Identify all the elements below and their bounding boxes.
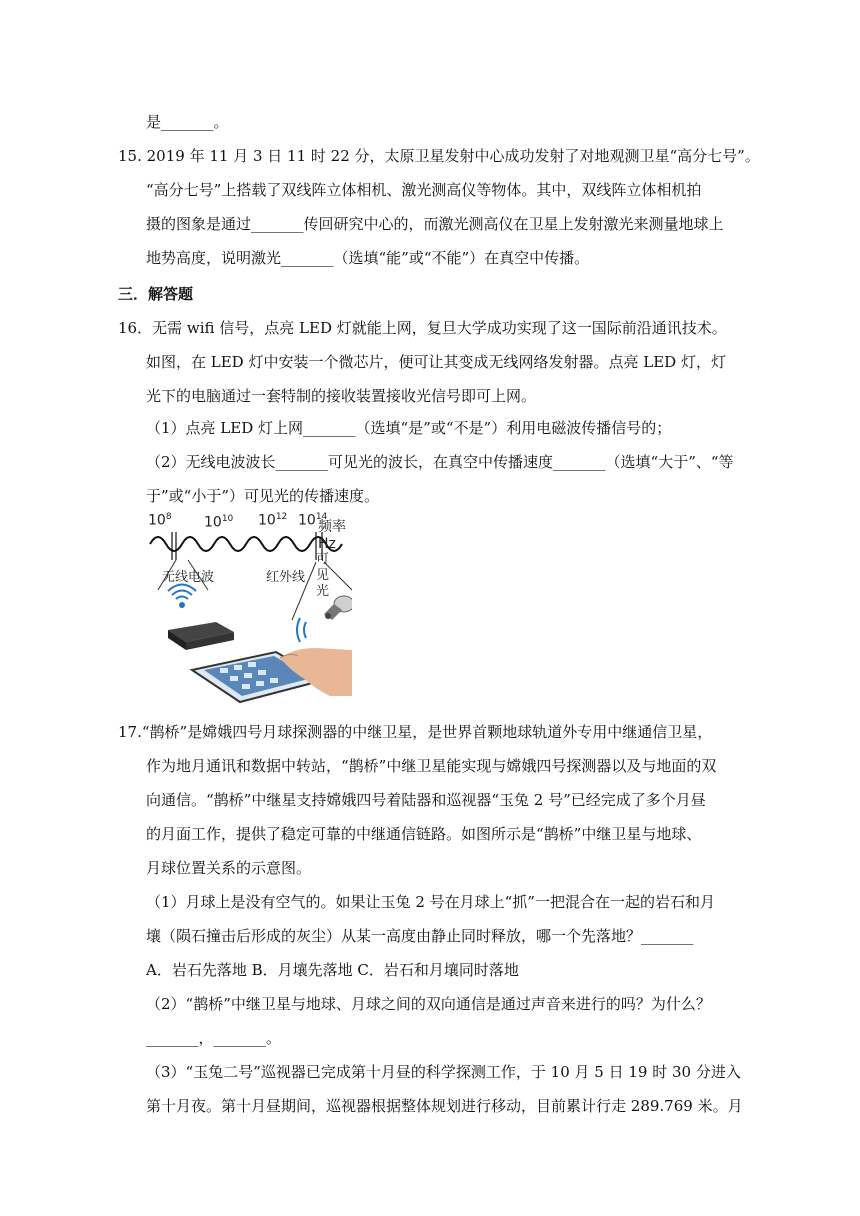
- freq-label-1e10: $10^{10}$: [204, 514, 234, 531]
- text-line: 向通信。“鹊桥”中继星支持嫦娥四号着陆器和巡视器“玉兔 2 号”已经完成了多个月昼: [146, 791, 706, 809]
- text-line: （1）点亮 LED 灯上网_______（选填“是”或“不是”）利用电磁波传播信号的；: [146, 419, 672, 437]
- text-line: （2）“鹊桥”中继卫星与地球、月球之间的双向通信是通过声音来进行的吗？为什么？: [146, 995, 711, 1013]
- radio-wave-label: 无线电波: [162, 570, 215, 585]
- text-line: （1）月球上是没有空气的。如果让玉兔 2 号在月球上“抓”一把混合在一起的岩石和月: [146, 893, 715, 911]
- text-line: A．岩石先落地 B．月壤先落地 C．岩石和月壤同时落地: [146, 961, 519, 979]
- visible-light-label: 可 见 光: [316, 552, 330, 599]
- text-line: （3）“玉兔二号”巡视器已完成第十月昼的科学探测工作，于 10 月 5 日 19 时 30 分进入: [146, 1063, 741, 1081]
- wave-line: [150, 537, 342, 551]
- text-line: 16．无需 wifi 信号，点亮 LED 灯就能上网，复旦大学成功实现了这一国际前沿通讯技术。: [118, 319, 727, 337]
- text-line: 壤（陨石撞击后形成的灰尘）从某一高度由静止同时释放，哪一个先落地？_______: [146, 927, 694, 945]
- text-line: 的月面工作，提供了稳定可靠的中继通信链路。如图所示是“鹊桥”中继卫星与地球、: [146, 825, 702, 843]
- spectrum-figure: [146, 510, 352, 706]
- section-heading: 三．解答题: [118, 285, 194, 303]
- text-line: 于”或“小于”）可见光的传播速度。: [146, 487, 380, 505]
- text-line: 月球位置关系的示意图。: [146, 859, 312, 877]
- text-line: 作为地月通讯和数据中转站，“鹊桥”中继卫星能实现与嫦娥四号探测器以及与地面的双: [146, 757, 717, 775]
- text-line: 15. 2019 年 11 月 3 日 11 时 22 分，太原卫星发射中心成功发射了对地观测卫星“高分七号”。: [118, 147, 760, 165]
- freq-unit-label: 频率 Hz: [318, 519, 346, 552]
- freq-label-1e8: $10^8$: [148, 512, 172, 529]
- text-line: “高分七号”上搭载了双线阵立体相机、激光测高仪等物体。其中，双线阵立体相机拍: [146, 181, 702, 199]
- text-line: 地势高度，说明激光_______（选填“能”或“不能”）在真空中传播。: [146, 249, 590, 267]
- text-line: 是_______。: [146, 113, 229, 131]
- text-line: （2）无线电波波长_______可见光的波长，在真空中传播速度_______（选填“大于”、“等: [146, 453, 734, 471]
- text-line: 如图，在 LED 灯中安装一个微芯片，便可让其变成无线网络发射器。点亮 LED 灯，灯: [146, 353, 726, 371]
- text-line: 摄的图象是通过_______传回研究中心的，而激光测高仪在卫星上发射激光来测量地球上: [146, 215, 724, 233]
- text-line: 光下的电脑通过一套特制的接收装置接收光信号即可上网。: [146, 387, 537, 405]
- text-line: _______，_______。: [146, 1029, 282, 1047]
- freq-label-1e12: $10^{12}$: [258, 512, 288, 529]
- text-line: 17.“鹊桥”是嫦娥四号月球探测器的中继卫星，是世界首颗地球轨道外专用中继通信卫星，: [118, 723, 713, 741]
- infrared-label: 红外线: [266, 570, 306, 585]
- wifi-signal-icon: [297, 618, 306, 642]
- router-icon: [168, 585, 234, 651]
- text-line: 第十月夜。第十月昼期间，巡视器根据整体规划进行移动，目前累计行走 289.769 米。月: [146, 1097, 743, 1115]
- freq-label-1e14: $10^{14}$: [298, 512, 328, 529]
